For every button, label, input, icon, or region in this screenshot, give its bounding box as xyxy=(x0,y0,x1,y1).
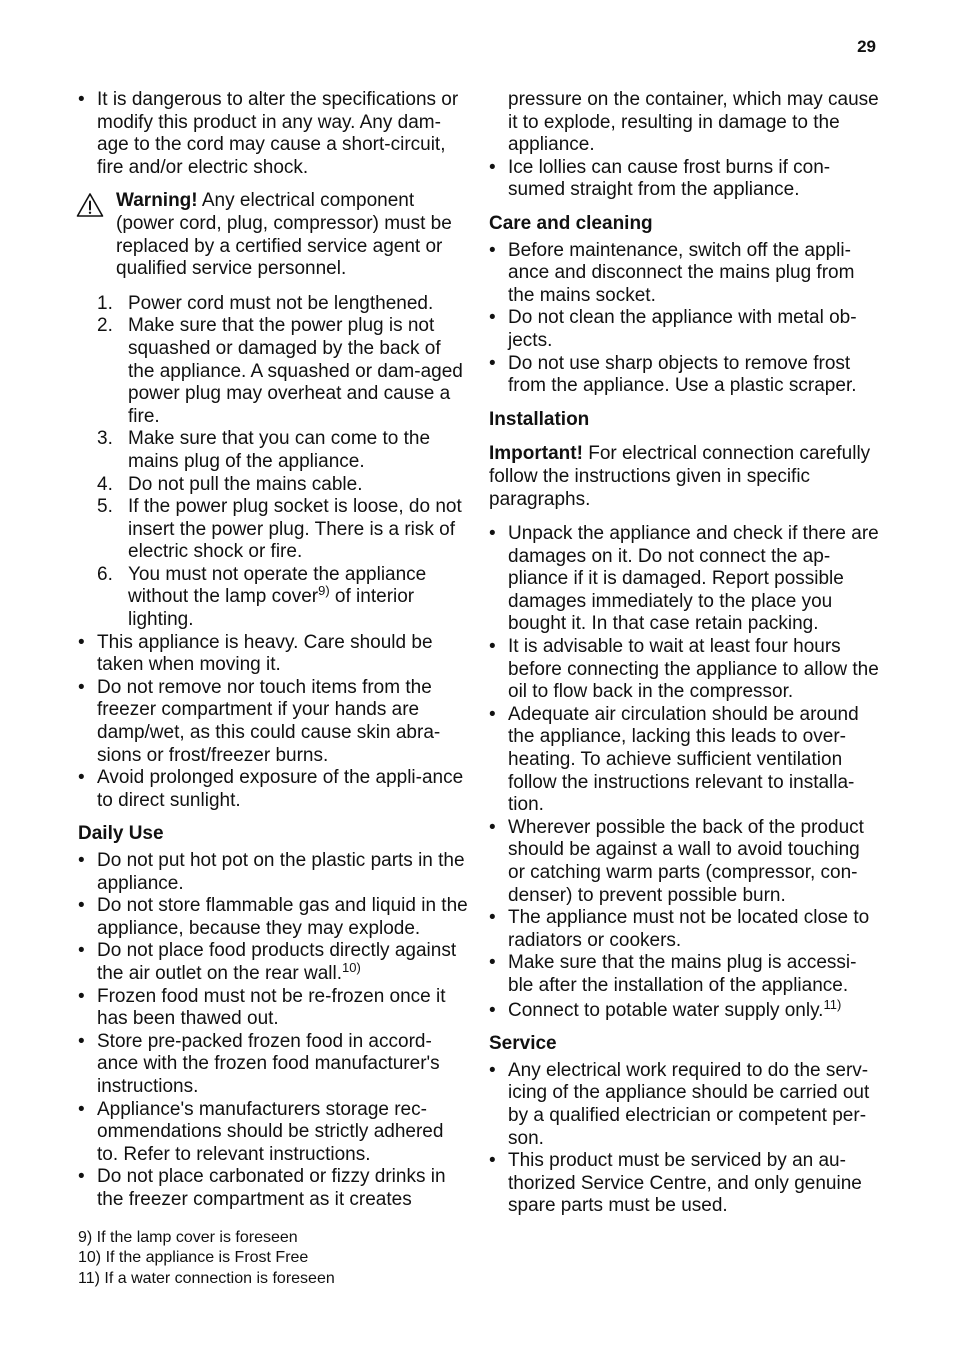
list-item: • Unpack the appliance and check if there are damages on it. Do not connect the ap-pliance if it is damaged. Report possible damages immediately to the place you bought it. In that case retain packing. xyxy=(489,523,879,636)
list-item xyxy=(78,940,468,985)
item-text: Do not place food products directly against the air outlet on the rear wall. xyxy=(97,940,457,984)
item-number: 6. xyxy=(97,563,113,585)
installation-list xyxy=(489,523,879,1022)
list-item: • Do not remove nor touch items from the freezer compartment if your hands are damp/wet, as this could cause skin abra-sions or frost/freezer burns. xyxy=(78,677,468,767)
list-item xyxy=(489,996,879,1023)
list-item: • It is dangerous to alter the specifications or modify this product in any way. Any dam-age to the cord may cause a short-circuit, fire and/or electric shock. xyxy=(78,89,468,179)
item-text: Power cord must not be lengthened. xyxy=(128,292,434,314)
list-item: • Appliance's manufacturers storage rec-ommendations should be strictly adhered to. Refer to relevant instructions. xyxy=(78,1099,468,1167)
footnote-ref: 11) xyxy=(823,996,842,1012)
footnote: 10) If the appliance is Frost Free xyxy=(78,1249,309,1267)
section-heading-daily-use: Daily Use xyxy=(78,823,164,845)
daily-use-list xyxy=(78,850,468,1212)
numbered-item xyxy=(97,496,468,564)
numbered-item xyxy=(97,315,468,428)
item-number: 4. xyxy=(97,473,113,495)
item-text: You must not operate the appliance without the lamp cover xyxy=(128,563,427,608)
item-text: If the power plug socket is loose, do not insert the power plug. There is a risk of electric shock or fire. xyxy=(128,496,462,563)
continued-list xyxy=(489,157,879,202)
item-number: 3. xyxy=(97,428,113,450)
section-heading-service: Service xyxy=(489,1033,557,1055)
list-item: • Store pre-packed frozen food in accord-ance with the frozen food manufacturer's instructions. xyxy=(78,1031,468,1099)
important-label: Important! xyxy=(489,443,583,465)
item-text: Do not pull the mains cable. xyxy=(128,473,363,495)
footnote-ref: 9) xyxy=(318,583,330,599)
item-number: 2. xyxy=(97,315,113,337)
section-heading-installation: Installation xyxy=(489,408,590,430)
item-text: Make sure that the power plug is not squashed or damaged by the back of the appliance. A squashed or dam-aged power plug may overheat and cause a fire. xyxy=(128,315,463,427)
list-item: • Before maintenance, switch off the appli-ance and disconnect the mains plug from the mains socket. xyxy=(489,240,879,308)
item-text-tail: of interior lighting. xyxy=(128,586,415,631)
footnote: 11) If a water connection is foreseen xyxy=(78,1269,335,1287)
list-item: • Ice lollies can cause frost burns if con-sumed straight from the appliance. xyxy=(489,157,879,202)
left-column xyxy=(78,89,468,1212)
list-item: • Frozen food must not be re-frozen once it has been thawed out. xyxy=(78,986,468,1031)
page-number: 29 xyxy=(857,37,876,56)
warning-label: Warning! xyxy=(116,190,198,212)
warning-triangle-icon xyxy=(76,192,104,218)
list-item: • This appliance is heavy. Care should be taken when moving it. xyxy=(78,632,468,677)
list-item: • Avoid prolonged exposure of the appli-ance to direct sunlight. xyxy=(78,767,468,812)
safety-bullets-more xyxy=(78,632,468,813)
footnotes xyxy=(78,1228,478,1289)
list-item: • Wherever possible the back of the product should be against a wall to avoid touching or catching warm parts (compressor, con-denser) to prevent possible burn. xyxy=(489,817,879,907)
list-item: • Any electrical work required to do the serv-icing of the appliance should be carried out by a qualified electrician or competent per-son. xyxy=(489,1060,879,1150)
numbered-item xyxy=(97,474,468,497)
item-number: 5. xyxy=(97,496,113,518)
list-item: • Do not use sharp objects to remove frost from the appliance. Use a plastic scraper. xyxy=(489,353,879,398)
list-item: • The appliance must not be located close to radiators or cookers. xyxy=(489,907,879,952)
important-text: For electrical connection carefully follow the instructions given in specific paragraphs. xyxy=(489,443,871,510)
numbered-item xyxy=(97,293,468,316)
list-item: • Do not clean the appliance with metal ob-jects. xyxy=(489,307,879,352)
list-item: • Adequate air circulation should be around the appliance, lacking this leads to over-heating. To achieve sufficient ventilation follow the instructions relevant to installa-tion. xyxy=(489,704,879,817)
numbered-item xyxy=(97,428,468,473)
list-item: • It is advisable to wait at least four hours before connecting the appliance to allow the oil to flow back in the compressor. xyxy=(489,636,879,704)
care-list xyxy=(489,240,879,398)
important-note xyxy=(489,443,879,511)
item-text: Make sure that you can come to the mains plug of the appliance. xyxy=(128,428,431,472)
numbered-item xyxy=(97,564,468,632)
list-item: • Do not put hot pot on the plastic parts in the appliance. xyxy=(78,850,468,895)
item-text: Connect to potable water supply only. xyxy=(508,999,824,1021)
safety-bullets-top xyxy=(78,89,468,179)
numbered-list xyxy=(78,293,468,632)
footnote: 9) If the lamp cover is foreseen xyxy=(78,1229,298,1246)
service-list xyxy=(489,1060,879,1218)
list-item: • Do not place carbonated or fizzy drinks in the freezer compartment as it creates xyxy=(78,1166,468,1211)
list-item: • Make sure that the mains plug is accessi-ble after the installation of the appliance. xyxy=(489,952,879,997)
section-heading-care: Care and cleaning xyxy=(489,212,653,234)
item-number: 1. xyxy=(97,292,113,314)
right-column xyxy=(489,89,879,1218)
warning-block xyxy=(78,190,468,280)
warning-text: Any electrical component (power cord, plug, compressor) must be replaced by a certified service agent or qualified service personnel. xyxy=(116,190,452,280)
list-item: • This product must be serviced by an au-thorized Service Centre, and only genuine spare parts must be used. xyxy=(489,1150,879,1218)
list-item: • Do not store flammable gas and liquid in the appliance, because they may explode. xyxy=(78,895,468,940)
continued-text: pressure on the container, which may cause it to explode, resulting in damage to the appliance. xyxy=(508,89,879,156)
footnote-ref: 10) xyxy=(342,959,361,975)
